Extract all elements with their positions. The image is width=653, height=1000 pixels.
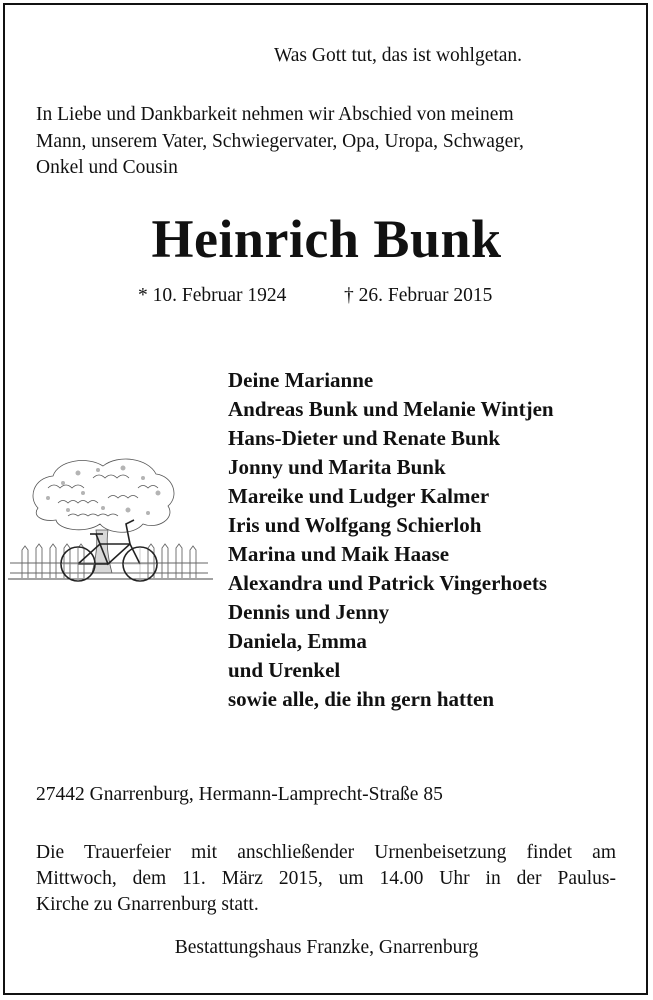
mourner-line: und Urenkel [228,658,341,682]
ceremony-line: Die Trauerfeier mit anschließender Urnenbeisetzung findet am [36,842,616,863]
mourners-list [228,366,554,714]
intro-text [36,102,626,182]
mourner-line: Dennis und Jenny [228,600,390,624]
mourner-line: sowie alle, die ihn gern hatten [228,687,494,711]
mourner-line: Hans-Dieter und Renate Bunk [228,426,501,450]
ceremony-info [36,840,616,918]
ceremony-line: Kirche zu Gnarrenburg statt. [36,894,259,915]
birth-date: * 10. Februar 1924 [138,285,287,306]
motto: Was Gott tut, das ist wohlgetan. [273,45,523,66]
funeral-home: Bestattungshaus Franzke, Gnarrenburg [174,937,479,958]
address: 27442 Gnarrenburg, Hermann-Lamprecht-Straße 85 [36,784,443,805]
mourner-line: Marina und Maik Haase [228,542,450,566]
deceased-name: Heinrich Bunk [151,209,502,269]
mourner-line: Iris und Wolfgang Schierloh [228,513,482,537]
mourner-line: Deine Marianne [228,368,374,392]
mourner-line: Mareike und Ludger Kalmer [228,484,490,508]
death-date: † 26. Februar 2015 [344,285,493,306]
mourner-line: Alexandra und Patrick Vingerhoets [228,571,548,595]
mourner-line: Andreas Bunk und Melanie Wintjen [228,397,554,421]
tree-bicycle-illustration [8,448,213,593]
mourner-line: Daniela, Emma [228,629,367,653]
intro-line: In Liebe und Dankbarkeit nehmen wir Abschied von meinem [36,104,514,125]
intro-line: Mann, unserem Vater, Schwiegervater, Opa, Uropa, Schwager, [36,130,524,152]
mourner-line: Jonny und Marita Bunk [228,455,446,479]
intro-line: Onkel und Cousin [36,157,178,178]
ceremony-line: Mittwoch, dem 11. März 2015, um 14.00 Uhr in der Paulus- [36,868,616,889]
